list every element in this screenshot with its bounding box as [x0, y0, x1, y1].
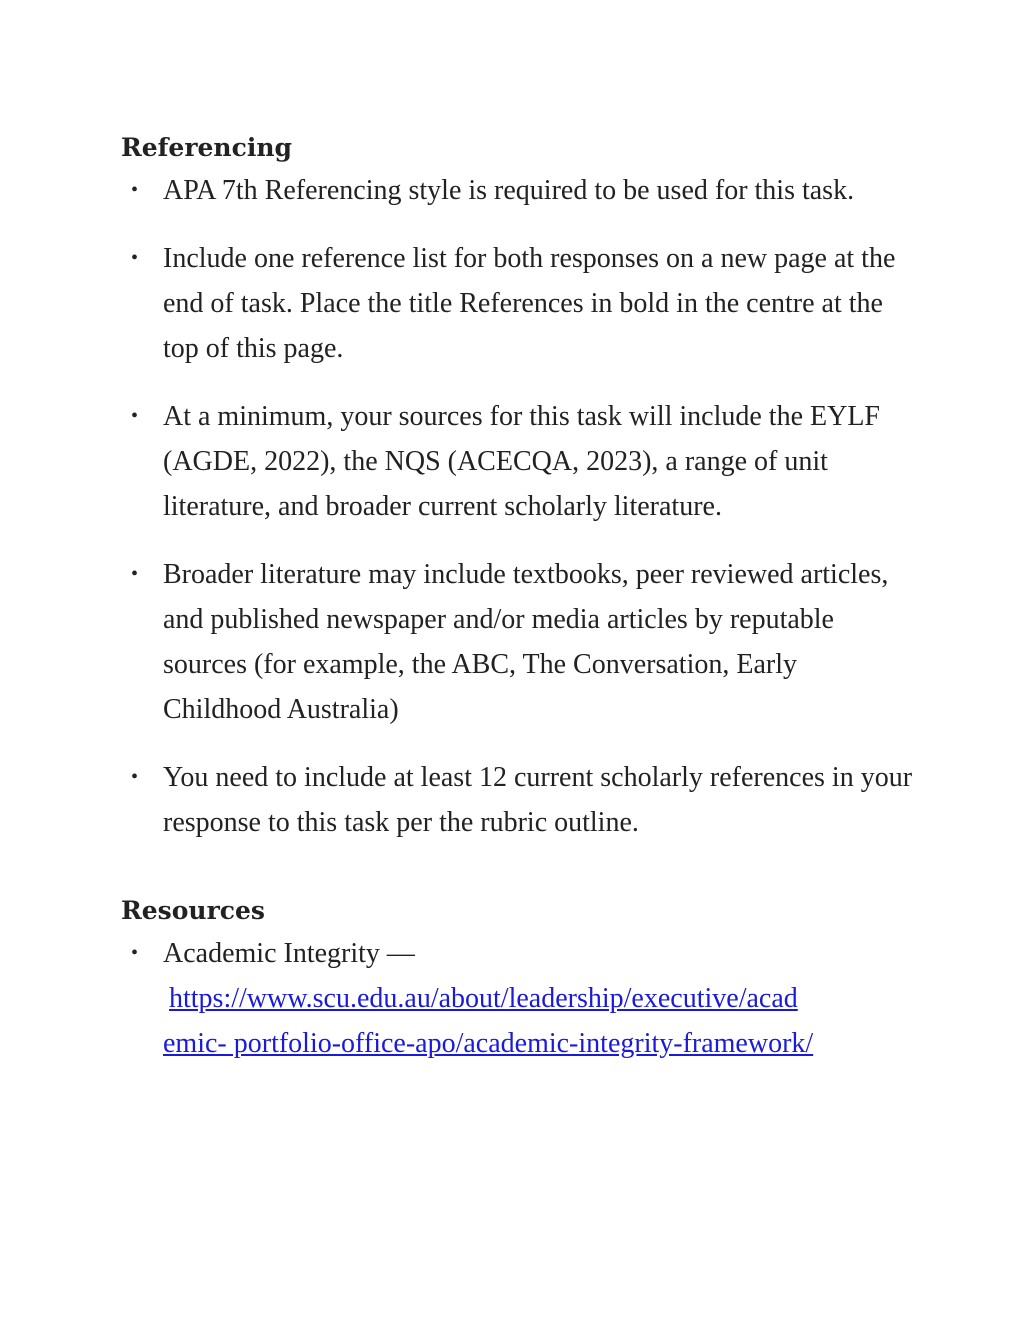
list-item: [121, 552, 921, 732]
referencing-heading: Referencing: [121, 133, 292, 162]
bullet-icon: •: [131, 247, 139, 269]
list-item-text: At a minimum, your sources for this task will include the EYLF (AGDE, 2022), the NQS (ACECQA, 2023), a range of unit literature, and broader current scholarly literature.: [163, 401, 881, 522]
list-item-text: You need to include at least 12 current scholarly references in your response to this task per the rubric outline.: [163, 762, 913, 838]
bullet-icon: •: [131, 179, 139, 201]
resources-heading: Resources: [121, 896, 265, 925]
list-item-text: APA 7th Referencing style is required to be used for this task.: [163, 175, 855, 206]
list-item-text: Include one reference list for both responses on a new page at the end of task. Place the title References in bold in the centre at the top of this page.: [163, 243, 896, 364]
list-item: [121, 755, 921, 845]
bullet-icon: •: [131, 942, 139, 964]
referencing-list: [121, 168, 921, 845]
list-item: [121, 394, 921, 529]
list-item-text: Broader literature may include textbooks, peer reviewed articles, and published newspaper and/or media articles by reputable sources (for example, the ABC, The Conversation, Early Childhood Australia): [163, 559, 889, 725]
list-item: [121, 931, 921, 1066]
resource-label: Academic Integrity —: [163, 938, 415, 969]
resources-list: [121, 931, 921, 1066]
bullet-icon: •: [131, 766, 139, 788]
list-item: [121, 168, 921, 213]
bullet-icon: •: [131, 405, 139, 427]
academic-integrity-link-line-1[interactable]: https://www.scu.edu.au/about/leadership/executive/acad: [169, 983, 798, 1014]
bullet-icon: •: [131, 563, 139, 585]
document-page: [121, 128, 921, 1066]
academic-integrity-link-line-2[interactable]: emic- portfolio-office-apo/academic-integrity-framework/: [163, 1028, 814, 1059]
list-item: [121, 236, 921, 371]
